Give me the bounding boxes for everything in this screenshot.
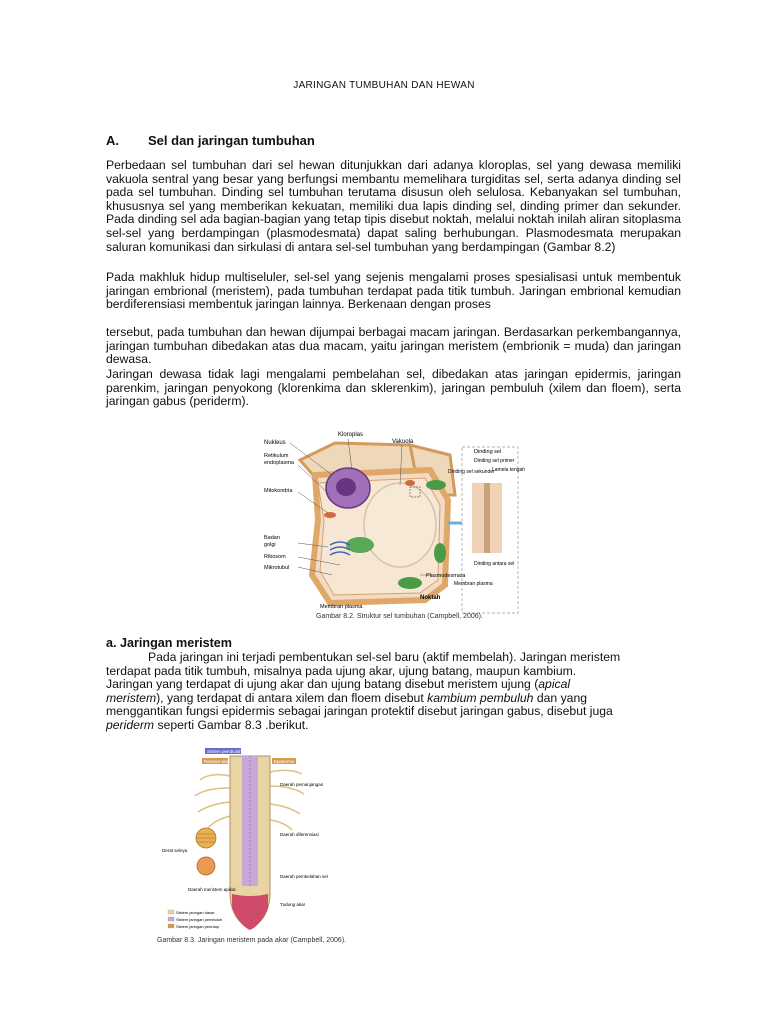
vacuole	[364, 483, 436, 567]
figure-root-meristem	[160, 746, 340, 936]
page-title: JARINGAN TUMBUHAN DAN HEWAN	[293, 80, 475, 91]
label-top-3: Epidermis	[274, 759, 295, 764]
paragraph-1: Perbedaan sel tumbuhan dari sel hewan ditunjukkan dari adanya kloroplas, sel yang dewasa memiliki vakuola sentral yang besar yang berfungsi membantu memelihara turgiditas sel, serta adanya dinding sel pada sel tumbuhan. Dinding sel tumbuhan terutama disusun oleh selulosa. Kebanyakan sel tumbuhan, khususnya sel yang memberikan kekuatan, memiliki dua lapis dinding sel, dinding primer dan sekunder. Pada dinding sel ada bagian-bagian yang tetap tipis disebut noktah, melalui noktah inilah aliran sitoplasma sel-sel yang berdampingan (plasmodesmata) dapat saling berhubungan. Plasmodesmata merupakan saluran komunikasi dan sirkulasi di antara sel-sel tumbuhan yang berdampingan (Gambar 8.2)	[106, 158, 681, 254]
inset-lamella	[484, 483, 490, 553]
p4-line-6: periderm seperti Gambar 8.3 .berikut.	[106, 717, 309, 732]
label-top-2: Rambut akar	[204, 759, 230, 764]
label-plasmodesmata: Plasmodesmata	[426, 573, 466, 579]
label-mikrotubul: Mikrotubul	[264, 565, 290, 571]
label-dinding-sel: Dinding sel	[474, 449, 502, 455]
label-endoplasma: endoplasma	[264, 460, 294, 466]
mitochondrion	[324, 512, 336, 518]
label-vakuola: Vakuola	[392, 439, 414, 445]
section-heading-text: Sel dan jaringan tumbuhan	[148, 133, 315, 148]
label-right-3: Daerah pembelahan sel	[280, 874, 328, 879]
p4-line-5: menggantikan fungsi epidermis sebagai jaringan protektif disebut jaringan gabus, disebut juga	[106, 704, 613, 719]
legend-3: Sistem jaringan penutup	[176, 924, 220, 929]
chloroplast	[426, 480, 446, 490]
legend-swatch-2	[168, 917, 174, 921]
chloroplast	[434, 543, 446, 563]
label-left-2: Daerah meristem apikal	[188, 887, 236, 892]
label-dinding-sel-primer: Dinding sel primer	[474, 458, 515, 464]
section-b-heading: a. Jaringan meristem	[106, 636, 232, 650]
p4-line-1: Pada jaringan ini terjadi pembentukan sel-sel baru (aktif membelah). Jaringan meristem	[148, 650, 621, 664]
label-nukleus: Nukleus	[264, 440, 286, 446]
label-kloroplas: Kloroplas	[338, 432, 364, 438]
section-number: A.	[106, 133, 119, 148]
label-ribosom: Ribosom	[264, 554, 286, 560]
label-right-2: Daerah diferensiasi	[280, 832, 319, 837]
label-dinding-sel-sekunder: Dinding sel sekunder	[448, 469, 495, 475]
label-lamela-tengah: Lamela tengah	[492, 467, 526, 473]
figure-plant-cell	[260, 425, 526, 615]
p4-line-2: terdapat pada titik tumbuh, misalnya pada ujung akar, ujung batang, maupun kambium.	[106, 663, 577, 678]
chloroplast	[398, 577, 422, 589]
legend-2: Sistem jaringan pembuluh	[176, 917, 223, 922]
label-top-1: Sistem pembuluh	[207, 749, 242, 754]
label-membran-plasma-inset: Membran plasma	[454, 581, 493, 587]
label-right-4: Tudung akar	[280, 902, 306, 907]
label-golgi: golgi	[264, 542, 276, 548]
legend-swatch-3	[168, 924, 174, 928]
paragraph-2: Pada makhluk hidup multiseluler, sel-sel yang sejenis mengalami proses spesialisasi untuk membentuk jaringan embrional (meristem), pada tumbuhan terdapat pada titik tumbuh. Jaringan embrional kemudian berdiferensiasi membentuk jaringan lainnya. Berkenaan dengan proses	[106, 270, 681, 312]
p4-line-3: Jaringan yang terdapat di ujung akar dan ujung batang disebut meristem ujung (apical	[106, 677, 571, 692]
nucleolus	[336, 478, 356, 496]
label-mitokondria: Mitokondria	[264, 488, 293, 494]
chloroplast	[346, 537, 374, 553]
label-noktah: Noktah	[420, 595, 441, 601]
legend-swatch-1	[168, 910, 174, 914]
paragraph-2b: tersebut, pada tumbuhan dan hewan dijumpai berbagai macam jaringan. Berdasarkan perkembangannya, jaringan tumbuhan dibedakan atas dua macam, yaitu jaringan meristem (embrionik = muda) dan jaringan dewasa.	[106, 325, 681, 367]
label-dinding-antara: Dinding antara sel	[474, 561, 515, 567]
label-membran-plasma: Membran plasma	[320, 604, 363, 610]
inset-wall-left	[472, 483, 484, 553]
inset-wall-right	[490, 483, 502, 553]
figure-8-2-caption: Gambar 8.2. Struktur sel tumbuhan (Campbell, 2006).	[316, 613, 483, 620]
section-a-heading	[106, 133, 315, 148]
legend-1: Sistem jaringan dasar	[176, 910, 215, 915]
mitochondrion	[405, 480, 415, 486]
label-left-1: Derat selnya	[162, 848, 188, 853]
label-right-1: Daerah pemanjangan	[280, 782, 324, 787]
paragraph-3: Jaringan dewasa tidak lagi mengalami pembelahan sel, dibedakan atas jaringan epidermis, jaringan parenkim, jaringan penyokong (klorenkima dan sklerenkim), jaringan pembuluh (xilem dan floem), serta jaringan gabus (periderm).	[106, 367, 681, 409]
label-badan: Badan	[264, 535, 280, 541]
p4-line-4: meristem), yang terdapat di antara xilem dan floem disebut kambium pembuluh dan yang	[106, 690, 588, 705]
root-cap	[232, 894, 268, 930]
paragraph-4	[106, 651, 681, 733]
figure-8-3-caption: Gambar 8.3. Jaringan meristem pada akar (Campbell, 2006).	[157, 937, 347, 944]
cell-detail-bottom	[197, 857, 215, 875]
label-retikulum: Retikulum	[264, 453, 289, 459]
